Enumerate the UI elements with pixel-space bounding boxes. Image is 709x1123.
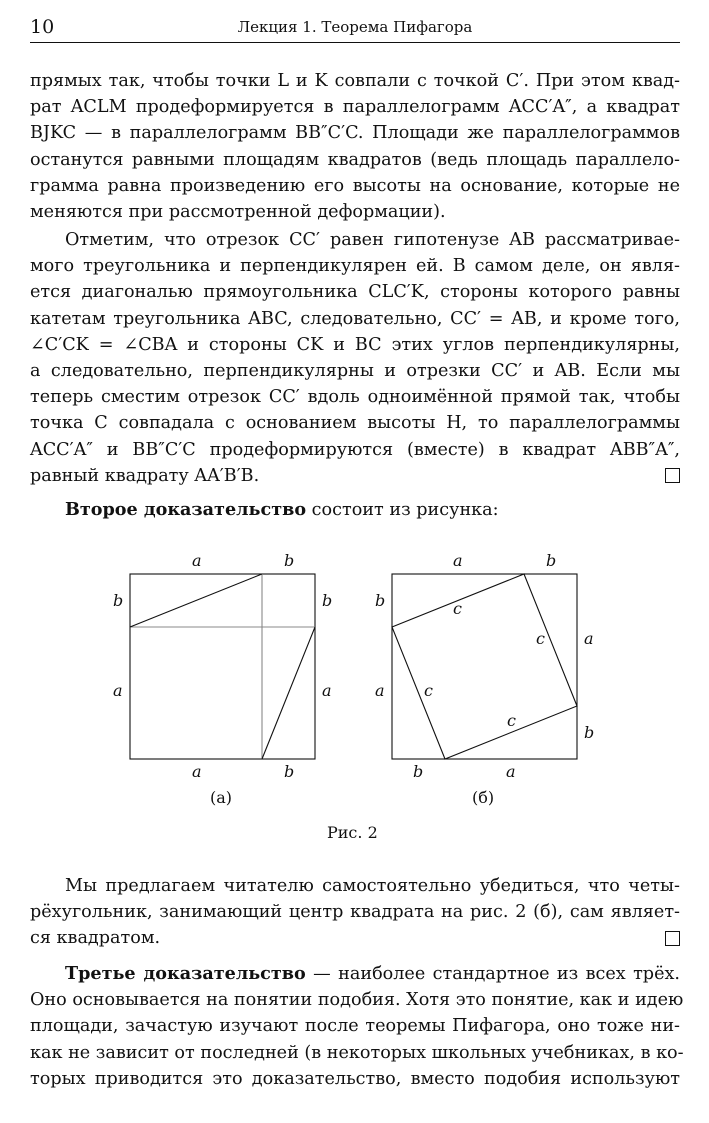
text-line: ACC′A″ и BB″C′C продеформируются (вместе) в квадрат ABB″A″, xyxy=(30,439,680,460)
text-line: площади, зачастую изучают после теоремы Пифагора, оно тоже ни- xyxy=(30,1016,680,1037)
label-a: a xyxy=(375,681,385,700)
outer-square-a xyxy=(130,574,315,759)
text-line: теперь сместим отрезок CC′ вдоль одноимённой прямой так, чтобы xyxy=(30,387,680,408)
figure-b xyxy=(392,574,577,759)
label-b: b xyxy=(584,723,595,742)
label-a: a xyxy=(322,681,332,700)
figure-2 xyxy=(0,540,709,860)
text-line: рёхугольник, занимающий центр квадрата на рис. 2 (б), сам являет- xyxy=(30,902,680,923)
label-c: c xyxy=(424,681,433,700)
label-b: b xyxy=(113,591,124,610)
label-b: b xyxy=(546,551,557,570)
text-line: равный квадрату AA′B′B. xyxy=(30,465,260,486)
paragraph-4 xyxy=(30,873,680,952)
paragraph-5 xyxy=(30,961,684,1092)
qed-square xyxy=(665,468,680,483)
label-b: b xyxy=(322,591,333,610)
bold-heading: Второе доказательство xyxy=(65,499,307,520)
paragraph-1 xyxy=(30,68,680,225)
page-header xyxy=(30,14,680,43)
subcaption-a: (а) xyxy=(210,788,233,807)
outer-square-b xyxy=(392,574,577,759)
text-line: BJKC — в параллелограмм BB″C′C. Площади же параллелограммов xyxy=(30,123,680,144)
text-line: точка C совпадала с основанием высоты H, то параллелограммы xyxy=(30,413,680,434)
text-line: Оно основывается на понятии подобия. Хотя это понятие, как и идею xyxy=(30,990,684,1011)
text-line: а следовательно, перпендикулярны и отрезки CC′ и AB. Если мы xyxy=(30,361,680,382)
text-fragment: — наиболее стандартное из всех трёх. xyxy=(305,964,680,984)
text-line: ется диагональю прямоугольника CLC′K, стороны которого равны xyxy=(30,282,680,303)
running-title: Лекция 1. Теорема Пифагора xyxy=(237,18,473,36)
text-line: прямых так, чтобы точки L и K совпали с точкой C′. При этом квад- xyxy=(30,71,680,91)
label-b: b xyxy=(413,762,424,781)
text-line: рат ACLM продеформируется в параллелограмм ACC′A″, а квадрат xyxy=(30,97,680,118)
label-b: b xyxy=(284,551,295,570)
page-number: 10 xyxy=(30,16,55,38)
diagonal-top xyxy=(130,574,262,627)
text-line xyxy=(30,961,680,987)
text-line: как не зависит от последней (в некоторых школьных учебниках, в ко- xyxy=(30,1042,684,1063)
text-line: катетам треугольника ABC, следовательно, CC′ = AB, и кроме того, xyxy=(30,308,680,329)
label-a: a xyxy=(506,762,516,781)
subcaption-b: (б) xyxy=(472,788,495,807)
text-line: Мы предлагаем читателю самостоятельно убедиться, что четы- xyxy=(65,876,680,896)
label-c: c xyxy=(507,711,516,730)
text-fragment: состоит из рисунка: xyxy=(306,500,499,520)
text-line: ∠C′CK = ∠CBA и стороны CK и BC этих углов перпендикулярны, xyxy=(30,334,680,355)
bold-heading: Третье доказательство xyxy=(65,963,306,984)
label-c: c xyxy=(536,629,545,648)
diagonal-right xyxy=(262,627,315,759)
text-line: останутся равными площадям квадратов (ведь площадь параллело- xyxy=(30,149,680,170)
inner-square xyxy=(392,574,577,759)
label-a: a xyxy=(113,681,123,700)
label-b: b xyxy=(375,591,386,610)
figure-a xyxy=(130,574,315,759)
text-line: грамма равна произведению его высоты на основание, которые не xyxy=(30,175,680,196)
text-line: мого треугольника и перпендикулярен ей. В самом деле, он явля- xyxy=(30,256,680,277)
label-c: c xyxy=(453,599,462,618)
figure-caption: Рис. 2 xyxy=(327,823,378,842)
text-line: торых приводится это доказательство, вместо подобия используют xyxy=(30,1068,680,1089)
label-a: a xyxy=(584,629,594,648)
label-a: a xyxy=(453,551,463,570)
paragraph-2 xyxy=(30,227,680,489)
paragraph-3 xyxy=(65,497,499,523)
label-b: b xyxy=(284,762,295,781)
label-a: a xyxy=(192,762,202,781)
text-line: меняются при рассмотренной деформации). xyxy=(30,202,446,223)
qed-square xyxy=(665,931,680,946)
label-a: a xyxy=(192,551,202,570)
text-line: Отметим, что отрезок CC′ равен гипотенузе AB рассматривае- xyxy=(65,230,680,250)
text-line: ся квадратом. xyxy=(30,928,161,949)
